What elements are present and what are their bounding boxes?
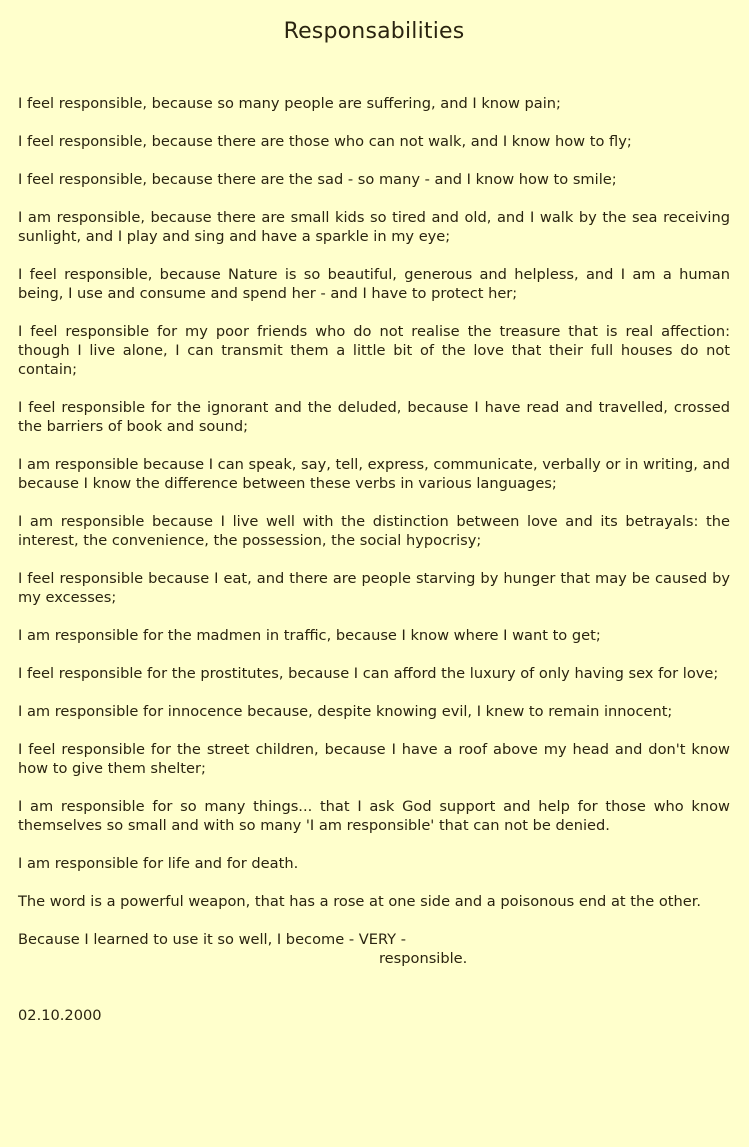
closing-line-2: responsible.	[379, 950, 468, 967]
stanza-12: I feel responsible for the prostitutes, because I can afford the luxury of only having sex for love;	[18, 665, 719, 682]
stanza-17: The word is a powerful weapon, that has a rose at one side and a poisonous end at the other.	[18, 893, 702, 910]
stanza-15: I am responsible for so many things... that I ask God support and help for those who know themselves so small and with so many 'I am responsible' that can not be denied.	[18, 798, 730, 834]
poem-date: 02.10.2000	[18, 1007, 102, 1024]
stanza-5: I feel responsible, because Nature is so beautiful, generous and helpless, and I am a human being, I use and consume and spend her - and I have to protect her;	[18, 266, 730, 302]
stanza-13: I am responsible for innocence because, despite knowing evil, I knew to remain innocent;	[18, 703, 673, 720]
poem-title: Responsabilities	[283, 19, 465, 44]
poem-body	[18, 94, 730, 968]
stanza-8: I am responsible because I can speak, say, tell, express, communicate, verbally or in writing, and because I know the difference between these verbs in various languages;	[18, 456, 730, 492]
stanza-14: I feel responsible for the street children, because I have a roof above my head and don't know how to give them shelter;	[18, 741, 730, 777]
stanza-4: I am responsible, because there are small kids so tired and old, and I walk by the sea receiving sunlight, and I play and sing and have a sparkle in my eye;	[18, 209, 730, 245]
closing-stanza	[18, 930, 730, 968]
stanza-6: I feel responsible for my poor friends who do not realise the treasure that is real affection: though I live alone, I can transmit them a little bit of the love that their full houses do not contain;	[18, 323, 730, 378]
stanza-7: I feel responsible for the ignorant and the deluded, because I have read and travelled, crossed the barriers of book and sound;	[18, 399, 730, 435]
stanza-2: I feel responsible, because there are those who can not walk, and I know how to fly;	[18, 133, 632, 150]
stanza-10: I feel responsible because I eat, and there are people starving by hunger that may be caused by my excesses;	[18, 570, 730, 606]
stanza-16: I am responsible for life and for death.	[18, 855, 299, 872]
stanza-9: I am responsible because I live well with the distinction between love and its betrayals: the interest, the convenience, the possession, the social hypocrisy;	[18, 513, 730, 549]
stanza-1: I feel responsible, because so many people are suffering, and I know pain;	[18, 95, 561, 112]
stanza-11: I am responsible for the madmen in traffic, because I know where I want to get;	[18, 627, 601, 644]
stanza-3: I feel responsible, because there are the sad - so many - and I know how to smile;	[18, 171, 617, 188]
closing-line-1: Because I learned to use it so well, I become - VERY -	[18, 931, 406, 948]
